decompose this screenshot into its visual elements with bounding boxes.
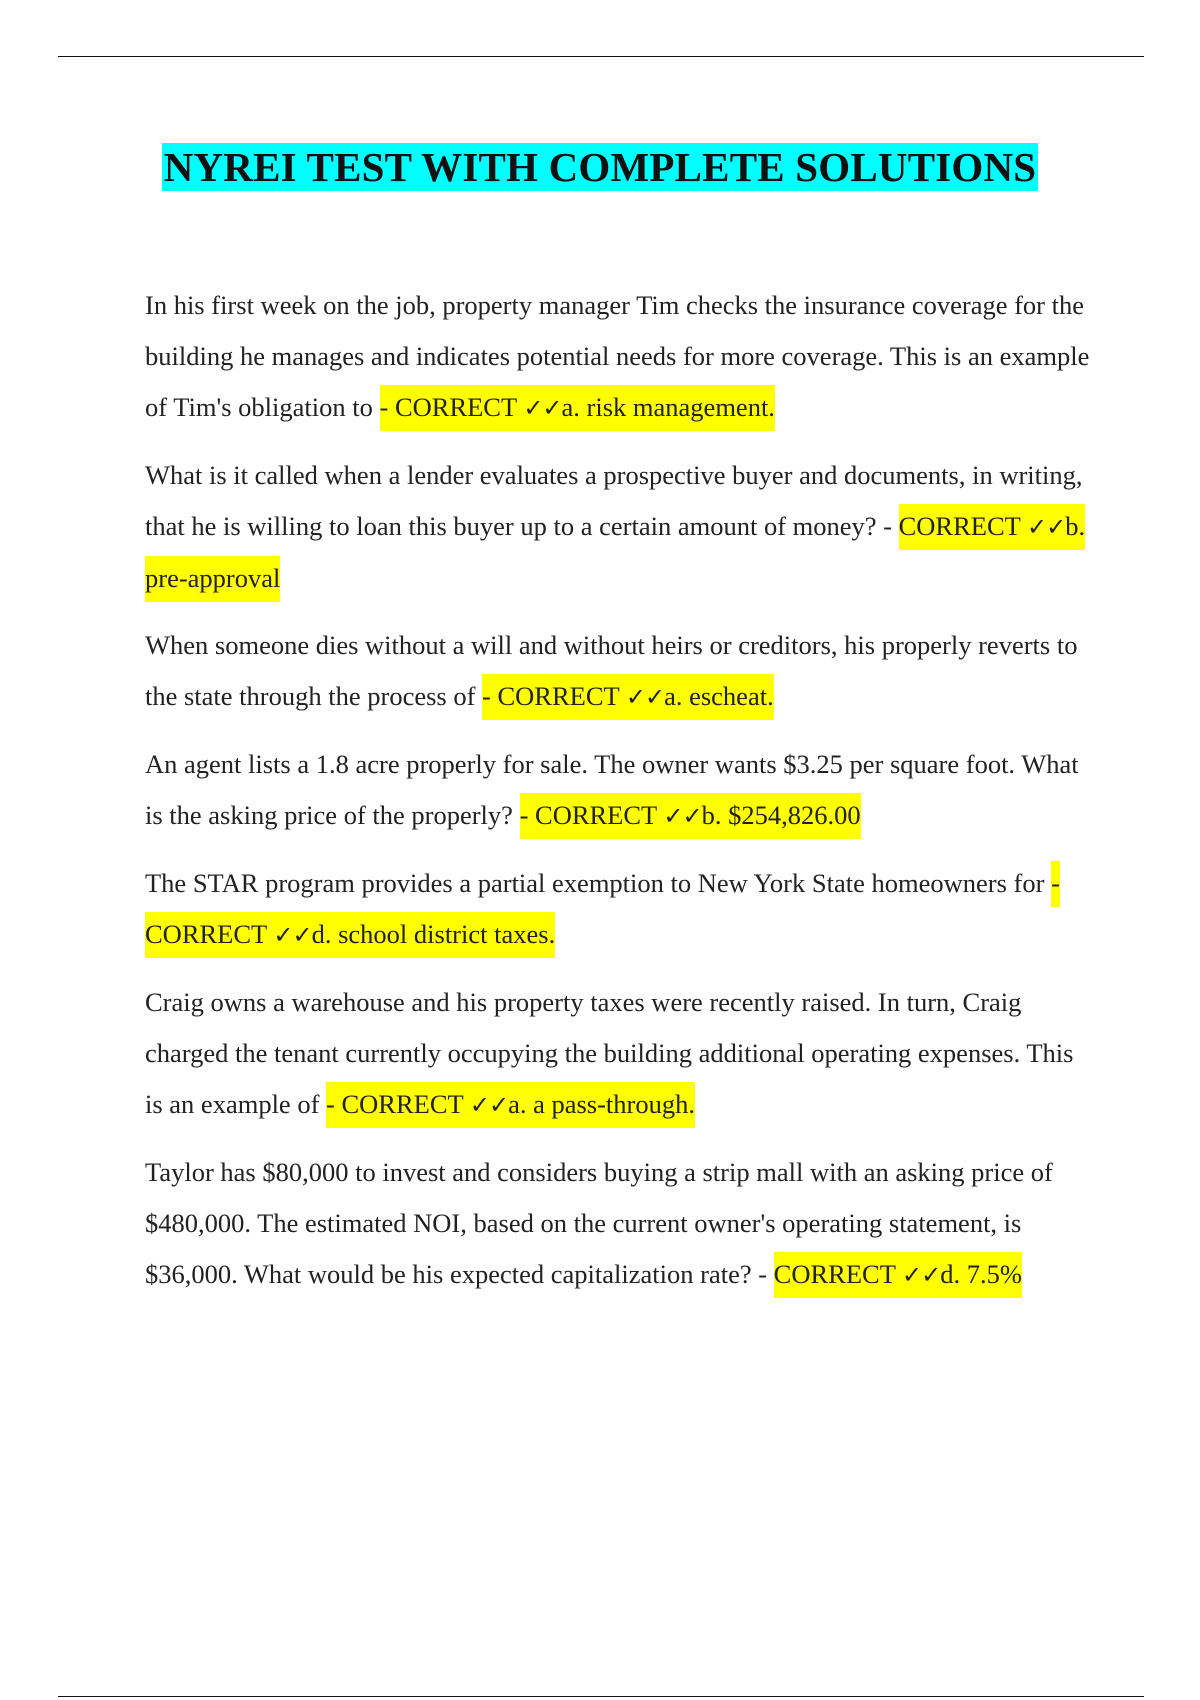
check-icon: ✓✓ xyxy=(523,394,562,422)
question-text: What is it called when a lender evaluates a prospective buyer and documents, in writing, that he is willing to loan this buyer up to a certain amount of money? - xyxy=(145,460,1083,541)
document-title: NYREI TEST WITH COMPLETE SOLUTIONS xyxy=(163,144,1037,190)
question-text: The STAR program provides a partial exemption to New York State homeowners for xyxy=(145,868,1052,898)
question-text: In his first week on the job, property manager Tim checks the insurance coverage for the building he manages and indicates potential needs for more coverage. This is an example of Tim's obligation to xyxy=(145,290,1090,422)
qa-item xyxy=(145,977,1090,1131)
qa-item xyxy=(145,739,1090,842)
answer-prefix: CORRECT xyxy=(898,511,1027,541)
answer-text: a. escheat. xyxy=(664,681,774,711)
qa-item xyxy=(145,858,1090,961)
bottom-rule xyxy=(58,1696,1144,1697)
title-container xyxy=(0,143,1200,191)
answer-highlight xyxy=(326,1082,695,1128)
answer-prefix: - CORRECT xyxy=(145,868,1060,949)
answer-text: a. a pass-through. xyxy=(508,1089,695,1119)
answer-highlight xyxy=(774,1252,1022,1298)
check-icon: ✓✓ xyxy=(663,802,702,830)
question-text: Craig owns a warehouse and his property taxes were recently raised. In turn, Craig charged the tenant currently occupying the building additional operating expenses. This is an example of xyxy=(145,987,1074,1119)
answer-text: d. school district taxes. xyxy=(311,919,556,949)
check-icon: ✓✓ xyxy=(273,921,312,949)
answer-highlight xyxy=(520,793,861,839)
check-icon: ✓✓ xyxy=(469,1091,509,1119)
answer-prefix: - CORRECT xyxy=(379,392,524,422)
qa-item xyxy=(145,620,1090,723)
answer-highlight xyxy=(482,674,774,720)
qa-list xyxy=(145,280,1090,1317)
qa-item xyxy=(145,1147,1090,1301)
answer-prefix: - CORRECT xyxy=(326,1089,470,1119)
answer-text: d. 7.5% xyxy=(940,1259,1022,1289)
question-text: Taylor has $80,000 to invest and considers buying a strip mall with an asking price of $480,000. The estimated NOI, based on the current owner's operating statement, is $36,000. What would be his expected capitalization rate? - xyxy=(145,1157,1053,1289)
answer-text: b. $254,826.00 xyxy=(701,800,861,830)
question-text: When someone dies without a will and without heirs or creditors, his properly reverts to the state through the process of xyxy=(145,630,1078,711)
question-text: An agent lists a 1.8 acre properly for sale. The owner wants $3.25 per square foot. What is the asking price of the properly? xyxy=(145,749,1079,830)
check-icon: ✓✓ xyxy=(902,1261,941,1289)
answer-prefix: CORRECT xyxy=(773,1259,903,1289)
qa-item xyxy=(145,450,1090,604)
check-icon: ✓✓ xyxy=(625,683,665,711)
answer-text: b. pre-approval xyxy=(145,511,1086,593)
answer-prefix: - CORRECT xyxy=(482,681,626,711)
answer-highlight xyxy=(380,385,775,431)
qa-item xyxy=(145,280,1090,434)
answer-prefix: - CORRECT xyxy=(519,800,664,830)
top-rule xyxy=(58,56,1144,57)
check-icon: ✓✓ xyxy=(1026,513,1066,541)
answer-text: a. risk management. xyxy=(561,392,775,422)
